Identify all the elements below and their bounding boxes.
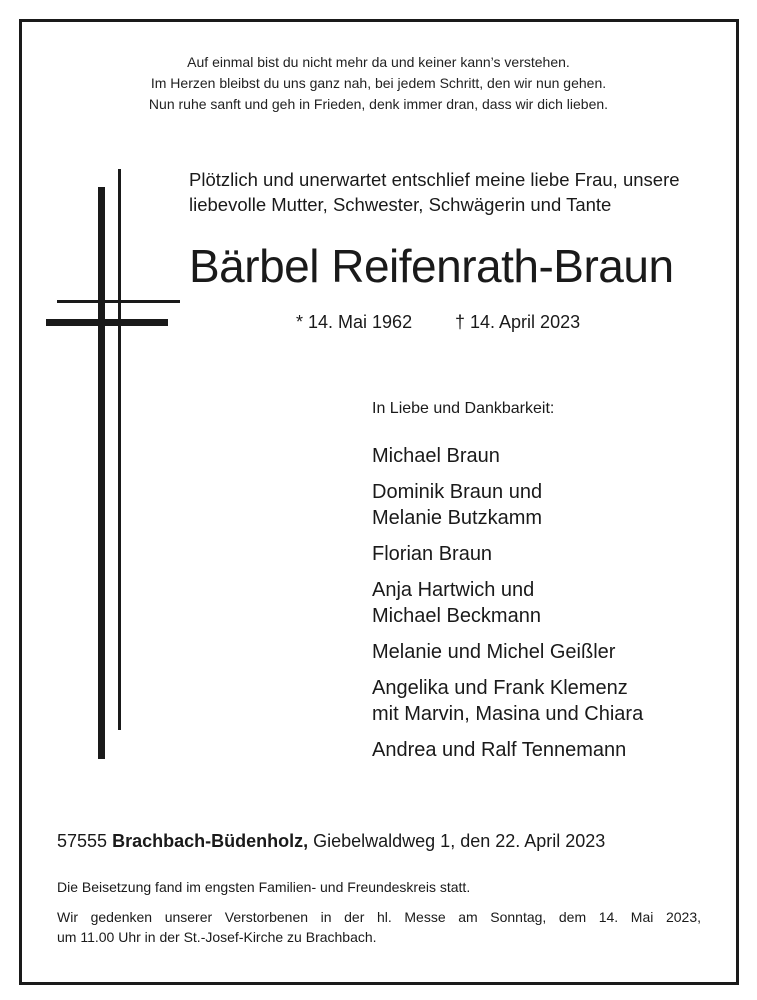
mass-note	[57, 907, 701, 947]
mourner-line: Dominik Braun und	[372, 481, 543, 503]
postcode: 57555	[57, 831, 108, 851]
poem-line: Im Herzen bleibst du uns ganz nah, bei jedem Schritt, den wir nun gehen.	[150, 75, 607, 91]
poem-line: Nun ruhe sanft und geh in Frieden, denk immer dran, dass wir dich lieben.	[148, 96, 609, 112]
place-and-date	[57, 829, 605, 853]
intro-line: liebevolle Mutter, Schwester, Schwägerin und Tante	[189, 194, 612, 215]
birth-date: * 14. Mai 1962	[296, 312, 413, 332]
mourners-label: In Liebe und Dankbarkeit:	[372, 400, 555, 417]
cross-vertical-thin	[118, 169, 121, 730]
cross-vertical-bar	[98, 187, 105, 759]
death-date: † 14. April 2023	[455, 312, 581, 332]
poem	[0, 52, 757, 115]
intro-line: Plötzlich und unerwartet entschlief meine liebe Frau, unsere	[189, 169, 680, 190]
burial-note: Die Beisetzung fand im engsten Familien- und Freundeskreis statt.	[57, 879, 471, 895]
cross-horizontal-bar	[46, 319, 168, 326]
mourner-line: mit Marvin, Masina und Chiara	[372, 703, 644, 725]
deceased-name: Bärbel Reifenrath-Braun	[189, 240, 674, 292]
town: Brachbach-Büdenholz,	[112, 831, 309, 851]
mourner-entry	[372, 639, 643, 665]
mourner-entry	[372, 577, 643, 629]
mass-line: Wir gedenken unserer Verstorbenen in der hl. Messe am Sonntag, dem 14. Mai 2023,	[57, 909, 701, 925]
mourner-line: Andrea und Ralf Tennemann	[372, 739, 627, 761]
mass-line: um 11.00 Uhr in der St.-Josef-Kirche zu Brachbach.	[57, 929, 377, 945]
mourner-line: Michael Beckmann	[372, 605, 541, 627]
mourners-list	[372, 443, 643, 773]
mourner-line: Florian Braun	[372, 543, 493, 565]
mourner-line: Anja Hartwich und	[372, 579, 535, 601]
poem-line: Auf einmal bist du nicht mehr da und keiner kann’s verstehen.	[187, 54, 570, 70]
mourner-line: Melanie Butzkamm	[372, 507, 543, 529]
address-rest: Giebelwaldweg 1, den 22. April 2023	[313, 831, 606, 851]
mourner-line: Angelika und Frank Klemenz	[372, 677, 628, 699]
mourner-line: Melanie und Michel Geißler	[372, 641, 616, 663]
mourner-entry	[372, 675, 643, 727]
cross-horizontal-thin	[57, 300, 180, 303]
intro-text	[189, 167, 680, 217]
mourner-entry	[372, 479, 643, 531]
mourner-line: Michael Braun	[372, 445, 500, 467]
mourner-entry	[372, 737, 643, 763]
mourner-entry	[372, 443, 643, 469]
mourner-entry	[372, 541, 643, 567]
